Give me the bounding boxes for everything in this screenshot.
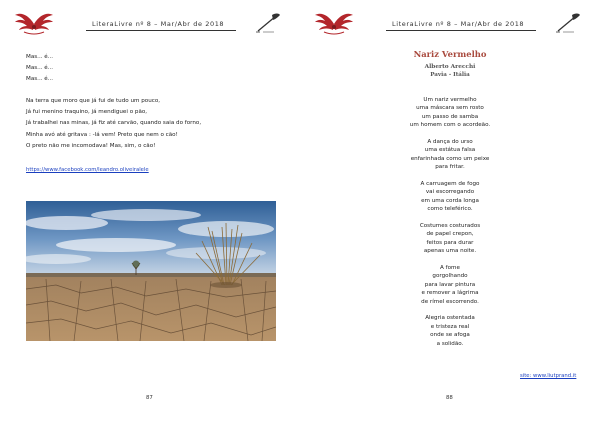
poem-line: Alegria ostentada	[425, 315, 475, 322]
poem-line: de rímel escorrendo.	[421, 298, 479, 305]
poem-line: A dança do urso	[427, 139, 473, 146]
stanza	[300, 314, 600, 348]
poem-line: e remover a lágrima	[421, 290, 479, 297]
poem-line: feitos para durar	[426, 239, 474, 246]
text-line: Mas... é...	[26, 54, 54, 60]
poem-line: de papel crepon,	[426, 231, 474, 238]
text-line: O preto não me incomodava! Mas, sim, o cão!	[26, 142, 156, 149]
header-title: LiteraLivre nº 8 – Mar/Abr de 2018	[392, 20, 525, 28]
stanza	[300, 180, 600, 214]
refrain-block	[26, 52, 53, 86]
poem-line: enfarinhada como um peixe	[410, 155, 490, 162]
poem-line: Costumes costurados	[419, 223, 481, 230]
header-title: LiteraLivre nº 8 – Mar/Abr de 2018	[92, 20, 225, 28]
poem-line: e tristeza real	[430, 323, 470, 330]
text-line: Minha avó até gritava : -lá vem! Preto que nem o cão!	[26, 131, 178, 138]
text-line: Já trabalhei nas minas, já fiz até carvão, quando saia do forno,	[26, 120, 202, 127]
text-line: Mas... é...	[26, 65, 54, 72]
poem-line: gorgolhando	[432, 273, 468, 280]
author-location: Pavia - Itália	[430, 72, 470, 78]
right-page	[300, 0, 600, 424]
header-divider	[386, 30, 536, 31]
poem-line: um passo de samba	[421, 113, 479, 120]
poem-line: A carruagem de fogo	[420, 181, 480, 188]
poem-line: a solidão.	[436, 340, 464, 347]
poem-line: para lavar pintura	[424, 281, 476, 288]
text-line: Na terra que moro que já fui de tudo um pouco,	[26, 98, 161, 104]
verse-block	[26, 96, 201, 152]
page-header	[14, 10, 286, 36]
text-line: Mas... é...	[26, 76, 54, 83]
page-header	[314, 10, 586, 36]
winged-logo-icon	[314, 10, 354, 36]
winged-logo-icon	[14, 10, 54, 36]
poem-body	[300, 96, 600, 357]
stanza	[300, 96, 600, 130]
poem-line: apenas uma noite.	[423, 248, 477, 255]
poem-line: A fome	[440, 265, 460, 272]
poem-line: para fritar.	[435, 164, 465, 171]
dry-cracked-earth-photo	[26, 201, 276, 341]
page-number: 88	[446, 395, 453, 401]
page-number: 87	[146, 395, 153, 401]
poem-title: Nariz Vermelho	[413, 49, 487, 59]
poem-line: Um nariz vermelho	[423, 97, 477, 103]
stanza	[300, 222, 600, 256]
facebook-link[interactable]: https://www.facebook.com/leandro.oliveiralele	[26, 167, 149, 173]
site-link[interactable]: site: www.liutprand.it	[520, 373, 577, 379]
poem-line: uma máscara sem rosto	[416, 105, 484, 112]
stanza	[300, 138, 600, 172]
text-line: Já fui menino traquino, já mendiguei o pão,	[26, 109, 148, 116]
header-divider	[86, 30, 236, 31]
poem-author: Alberto Arecchi	[424, 64, 476, 70]
stanza	[300, 264, 600, 306]
poem-line: como teleférico.	[427, 206, 473, 213]
poem-line: em uma corda longa	[421, 197, 479, 204]
poem-line: onde se afoga	[430, 332, 470, 339]
poem-line: uma estátua falsa	[424, 147, 476, 154]
quill-pen-icon	[554, 12, 582, 34]
quill-pen-icon	[254, 12, 282, 34]
poem-line: vai escorregando	[425, 189, 475, 196]
poem-line: um homem com o acordeão.	[409, 122, 491, 129]
